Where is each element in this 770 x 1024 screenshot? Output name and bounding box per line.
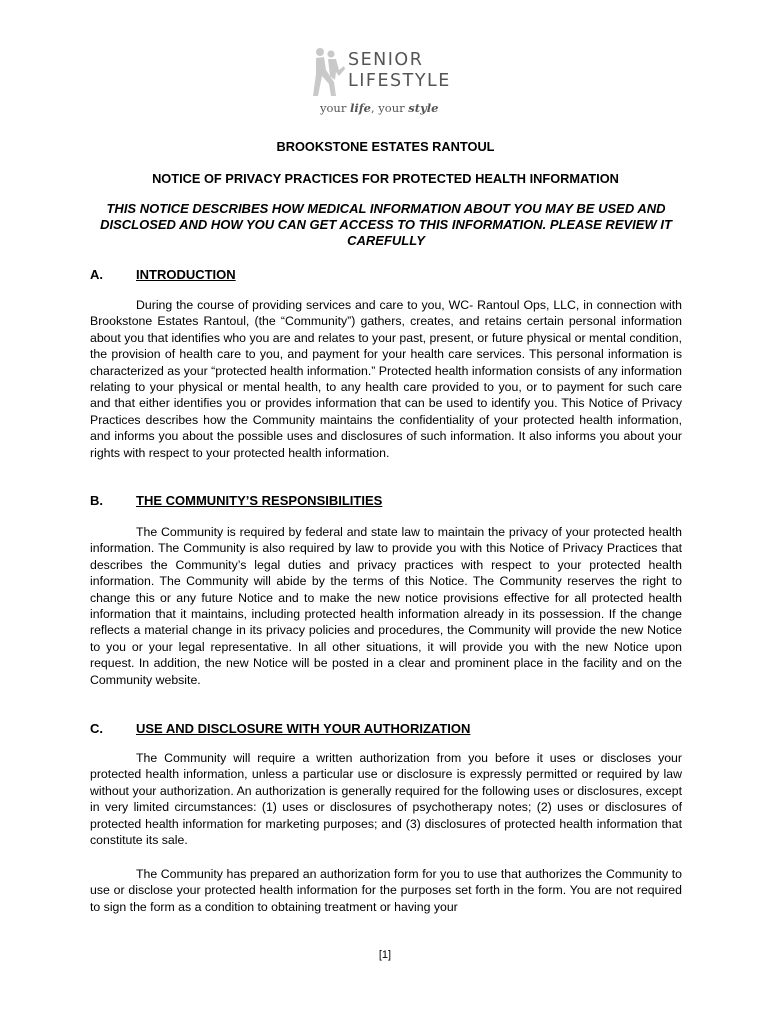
section-b-paragraph: The Community is required by federal and state law to maintain the privacy of your protected health information. The Community is also required by law to provide you with this Notice of Privacy Practices that describes the Community’s legal duties and privacy practices with respect to your protected health information. The Community will abide by the terms of this Notice. The Community reserves the right to change this or any future Notice and to make the new notice provisions effective for all protected health information that it maintains, including protected health information already in its possession. If the change reflects a material change in its privacy policies and procedures, the Community will provide the new Notice to you or your legal representative. In all other situations, it will provide you with the new Notice upon request. In addition, the new Notice will be posted in a clear and prominent place in the facility and on the Community website.	[90, 525, 682, 687]
logo-line-lifestyle: LIFESTYLE	[348, 71, 451, 91]
senior-lifestyle-logo	[306, 44, 466, 122]
section-c-letter: C.	[90, 721, 103, 736]
notice-statement: THIS NOTICE DESCRIBES HOW MEDICAL INFORMATION ABOUT YOU MAY BE USED AND DISCLOSED AND HOW YOU CAN GET ACCESS TO THIS INFORMATION. PLEASE REVIEW IT CAREFULLY	[100, 201, 672, 248]
section-a-letter: A.	[90, 267, 103, 282]
section-b-title: THE COMMUNITY’S RESPONSIBILITIES	[136, 493, 383, 508]
section-c-paragraph-2: The Community has prepared an authorization form for you to use that authorizes the Community to use or disclose your protected health information for the purposes set forth in the form. You are not required to sign the form as a condition to obtaining treatment or having your	[90, 867, 682, 914]
section-c-paragraph-1: The Community will require a written authorization from you before it uses or discloses your protected health information, unless a particular use or disclosure is expressly permitted or required by law without your authorization. An authorization is generally required for the following uses or disclosures, except in very limited circumstances: (1) uses or disclosures of psychotherapy notes; (2) uses or disclosures of protected health information for marketing purposes; and (3) disclosures of protected health information that constitute its sale.	[90, 751, 682, 848]
page-number: [1]	[378, 949, 392, 961]
facility-name: BROOKSTONE ESTATES RANTOUL	[276, 139, 495, 154]
dancing-couple-icon	[306, 46, 346, 98]
section-a-title: INTRODUCTION	[136, 267, 236, 282]
logo-line-senior: SENIOR	[348, 50, 424, 70]
section-c-title: USE AND DISCLOSURE WITH YOUR AUTHORIZATION	[136, 721, 471, 736]
logo-tagline: your life, your style	[320, 101, 439, 115]
section-b-letter: B.	[90, 493, 103, 508]
section-a-paragraph: During the course of providing services and care to you, WC- Rantoul Ops, LLC, in connection with Brookstone Estates Rantoul, (the “Community”) gathers, creates, and retains certain personal information about you that identifies who you are and relates to your past, present, or future physical or mental condition, the provision of health care to you, and payment for your health care services. This personal information is characterized as your “protected health information.” Protected health information consists of any information relating to your physical or mental health, to any health care provided to you, or to payment for such care and that either identifies you or provides information that can be used to identify you. This Notice of Privacy Practices describes how the Community maintains the confidentiality of your protected health information, and informs you about the possible uses and disclosures of such information. It also informs you about your rights with respect to your protected health information.	[90, 298, 682, 460]
document-title: NOTICE OF PRIVACY PRACTICES FOR PROTECTED HEALTH INFORMATION	[152, 171, 619, 186]
